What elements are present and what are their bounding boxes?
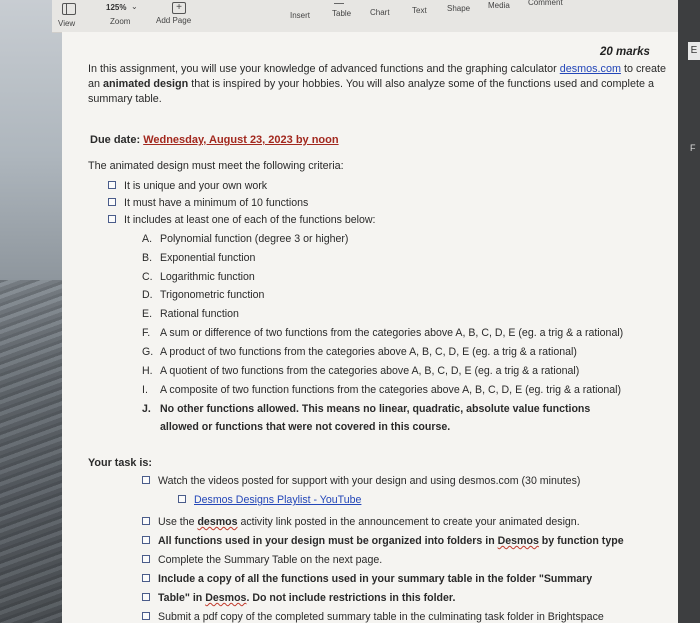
view-button[interactable]: View: [58, 19, 76, 28]
task-text: . Do not include restrictions in this folder.: [246, 592, 456, 604]
task-item: [142, 573, 592, 585]
function-item: [142, 271, 255, 283]
task-item: [142, 592, 455, 604]
desmos-link[interactable]: desmos.com: [559, 63, 621, 75]
chart-button[interactable]: Chart: [370, 8, 390, 17]
comment-button[interactable]: Comment: [528, 0, 563, 7]
task-text: desmos: [197, 516, 238, 528]
intro-bold: animated design: [103, 78, 189, 90]
checkbox-icon[interactable]: [108, 181, 116, 189]
divider-icon: [334, 3, 344, 4]
function-letter: J.: [142, 403, 151, 415]
function-item: [142, 327, 623, 339]
marks-label: 20 marks: [600, 46, 650, 58]
task-subitem: [178, 494, 361, 506]
function-text: Polynomial function (degree 3 or higher): [160, 233, 349, 245]
task-item: [142, 516, 580, 528]
due-date-line: [90, 134, 339, 146]
task-item: [142, 535, 624, 547]
checkbox-icon[interactable]: [142, 517, 150, 525]
task-text: Include a copy of all the functions used in your summary table in the folder "Summary: [158, 573, 593, 585]
add-page-button[interactable]: Add Page: [156, 16, 192, 25]
function-text: Trigonometric function: [160, 289, 265, 301]
criteria-text: It must have a minimum of 10 functions: [124, 197, 309, 209]
function-text: A quotient of two functions from the categories above A, B, C, D, E (eg. a trig & a rational): [160, 365, 580, 377]
media-button[interactable]: Media: [488, 1, 510, 10]
criteria-item: [108, 197, 308, 209]
task-heading: Your task is:: [88, 457, 153, 469]
task-text: Desmos: [205, 592, 247, 604]
function-letter: A.: [142, 233, 153, 245]
checkbox-icon[interactable]: [142, 593, 150, 601]
function-letter: F.: [142, 327, 151, 339]
checkbox-icon[interactable]: [142, 574, 150, 582]
function-text: No other functions allowed. This means no linear, quadratic, absolute value functions: [160, 403, 591, 415]
toolbar: [52, 0, 678, 33]
side-tab-e[interactable]: E: [688, 42, 700, 60]
function-letter: D.: [142, 289, 153, 301]
checkbox-icon[interactable]: [142, 555, 150, 563]
function-letter: B.: [142, 252, 153, 264]
function-text: Rational function: [160, 308, 239, 320]
function-item: [142, 346, 577, 358]
criteria-lead: The animated design must meet the following criteria:: [88, 160, 344, 172]
chevron-down-icon[interactable]: ⌄: [131, 2, 138, 11]
zoom-value[interactable]: 125%: [106, 3, 127, 12]
desktop-wallpaper: [0, 0, 62, 623]
intro-paragraph: [88, 62, 668, 107]
criteria-text: It includes at least one of each of the functions below:: [124, 214, 376, 226]
checkbox-icon[interactable]: [142, 476, 150, 484]
task-text: Submit a pdf copy of the completed summary table in the culminating task folder in Brightspace: [158, 611, 604, 623]
task-text: Table" in: [158, 592, 206, 604]
function-item-continued: allowed or functions that were not covered in this course.: [160, 421, 451, 433]
side-tab-f[interactable]: F: [690, 143, 696, 153]
insert-button[interactable]: Insert: [290, 11, 311, 20]
task-text: All functions used in your design must be organized into folders in: [158, 535, 498, 547]
function-letter: I.: [142, 384, 148, 396]
checkbox-icon[interactable]: [142, 536, 150, 544]
function-item: [142, 252, 255, 264]
task-item: [142, 554, 382, 566]
task-text: Complete the Summary Table on the next page.: [158, 554, 383, 566]
checkbox-icon[interactable]: [108, 198, 116, 206]
zoom-button[interactable]: Zoom: [110, 17, 131, 26]
task-text: by function type: [538, 535, 624, 547]
criteria-item: [108, 214, 375, 226]
right-window-strip: [678, 0, 700, 623]
function-item: [142, 384, 621, 396]
function-item: [142, 308, 239, 320]
table-button[interactable]: Table: [332, 9, 352, 18]
function-letter: C.: [142, 271, 153, 283]
task-text: activity link posted in the announcement to create your animated design.: [237, 516, 580, 528]
playlist-link[interactable]: Desmos Designs Playlist - YouTube: [194, 494, 362, 506]
document-page[interactable]: [62, 32, 678, 623]
function-item: [142, 365, 579, 377]
function-item: [142, 403, 590, 415]
wallpaper-rock: [0, 280, 62, 623]
function-text: A composite of two function functions from the categories above A, B, C, D, E (eg. trig & a rational): [160, 384, 622, 396]
criteria-item: [108, 180, 267, 192]
criteria-text: It is unique and your own work: [124, 180, 268, 192]
text-button[interactable]: Text: [412, 6, 427, 15]
function-text: A sum or difference of two functions from the categories above A, B, C, D, E (eg. a trig & a rational): [160, 327, 624, 339]
task-item: [142, 611, 604, 623]
function-item: [142, 233, 348, 245]
add-page-icon[interactable]: +: [172, 2, 186, 14]
due-date: Wednesday, August 23, 2023 by noon: [143, 134, 339, 146]
checkbox-icon[interactable]: [142, 612, 150, 620]
intro-text-2: to create an: [88, 63, 666, 90]
function-text: A product of two functions from the categories above A, B, C, D, E (eg. a trig & a rational): [160, 346, 577, 358]
intro-text-1: In this assignment, you will use your knowledge of advanced functions and the graphing calculator: [88, 63, 560, 75]
function-letter: E.: [142, 308, 153, 320]
sidebar-icon[interactable]: [62, 3, 76, 15]
function-letter: H.: [142, 365, 153, 377]
task-text: Desmos: [497, 535, 539, 547]
checkbox-icon[interactable]: [178, 495, 186, 503]
checkbox-icon[interactable]: [108, 215, 116, 223]
function-text: Logarithmic function: [160, 271, 255, 283]
due-prefix: Due date:: [90, 134, 144, 146]
task-text: Watch the videos posted for support with your design and using desmos.com (30 minutes): [158, 475, 581, 487]
task-text: Use the: [158, 516, 198, 528]
shape-button[interactable]: Shape: [447, 4, 471, 13]
intro-text-3: that is inspired by your hobbies. You will also analyze some of the functions used and complete a summary table.: [88, 78, 654, 105]
task-item: [142, 475, 580, 487]
function-item: [142, 289, 264, 301]
function-text: Exponential function: [160, 252, 256, 264]
function-letter: G.: [142, 346, 154, 358]
